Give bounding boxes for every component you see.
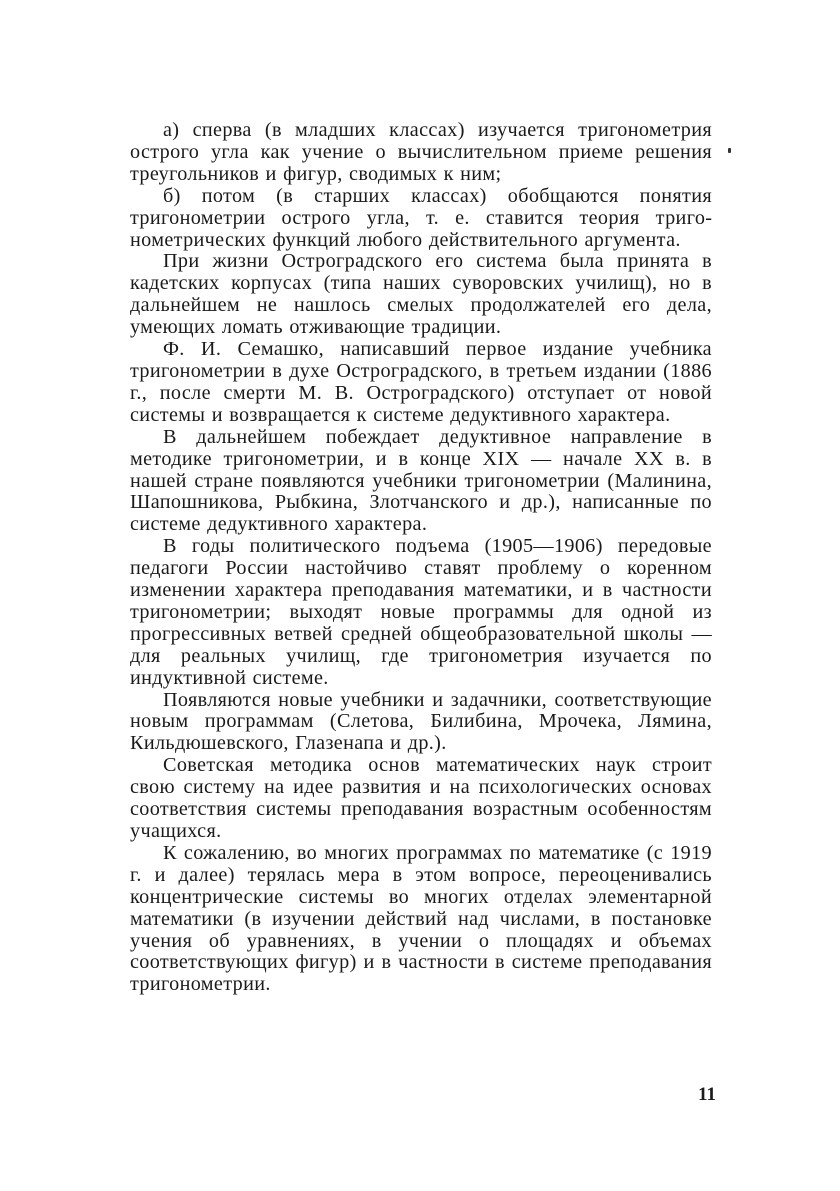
paragraph-1: а) сперва (в младших классах) изучается тригонометрия острого угла как учение о вычислительном приеме решения треугольников и фигур, сводимых к ним; <box>130 119 712 185</box>
body-text <box>130 120 712 996</box>
margin-mark <box>728 148 731 153</box>
paragraph-5: В дальнейшем побеждает дедуктивное направление в методике тригонометрии, и в конце XIX — начале XX в. в нашей стране появляются учебники тригонометрии (Малинина, Шапошникова, Рыбкина, Злотчанского и др.), написанные по системе дедуктивного характера. <box>130 425 712 536</box>
paragraph-2: б) потом (в старших классах) обобщаются понятия тригонометрии острого угла, т. е. ставится теория тригонометрических функций любого действительного аргумента. <box>130 184 712 251</box>
paragraph-9: К сожалению, во многих программах по математике (с 1919 г. и далее) терялась мера в этом вопросе, переоценивались концентрические системы во многих отделах элементарной математики (в изучении действий над числами, в постановке учения об уравнениях, в учении о площадях и объемах соответствующих фигур) и в частности в системе преподавания тригонометрии. <box>130 841 712 996</box>
paragraph-3: При жизни Остроградского его система была принята в кадетских корпусах (типа наших суворовских училищ), но в дальнейшем не нашлось смелых продолжателей его дела, умеющих ломать отживающие традиции. <box>130 250 712 339</box>
paragraph-6: В годы политического подъема (1905—1906) передовые педагоги России настойчиво ставят проблему о коренном изменении характера преподавания математики, и в частности тригонометрии; выходят новые программы для одной из прогрессивных ветвей средней общеобразовательной школы — для реальных училищ, где тригонометрия изучается по индуктивной системе. <box>130 535 712 689</box>
paragraph-7: Появляются новые учебники и задачники, соответствующие новым программам (Слетова, Билибина, Мрочека, Лямина, Кильдюшевского, Глазенапа и др.). <box>130 688 712 755</box>
paragraph-4: Ф. И. Семашко, написавший первое издание учебника тригонометрии в духе Остроградского, в третьем издании (1886 г., после смерти М. В. Остроградского) отступает от новой системы и возвращается к системе дедуктивного характера. <box>130 338 712 426</box>
page-number: 11 <box>698 1084 716 1105</box>
paragraph-8: Советская методика основ математических наук строит свою систему на идее развития и на психологических основах соответствия системы преподавания возрастным особенностям учащихся. <box>130 754 712 842</box>
